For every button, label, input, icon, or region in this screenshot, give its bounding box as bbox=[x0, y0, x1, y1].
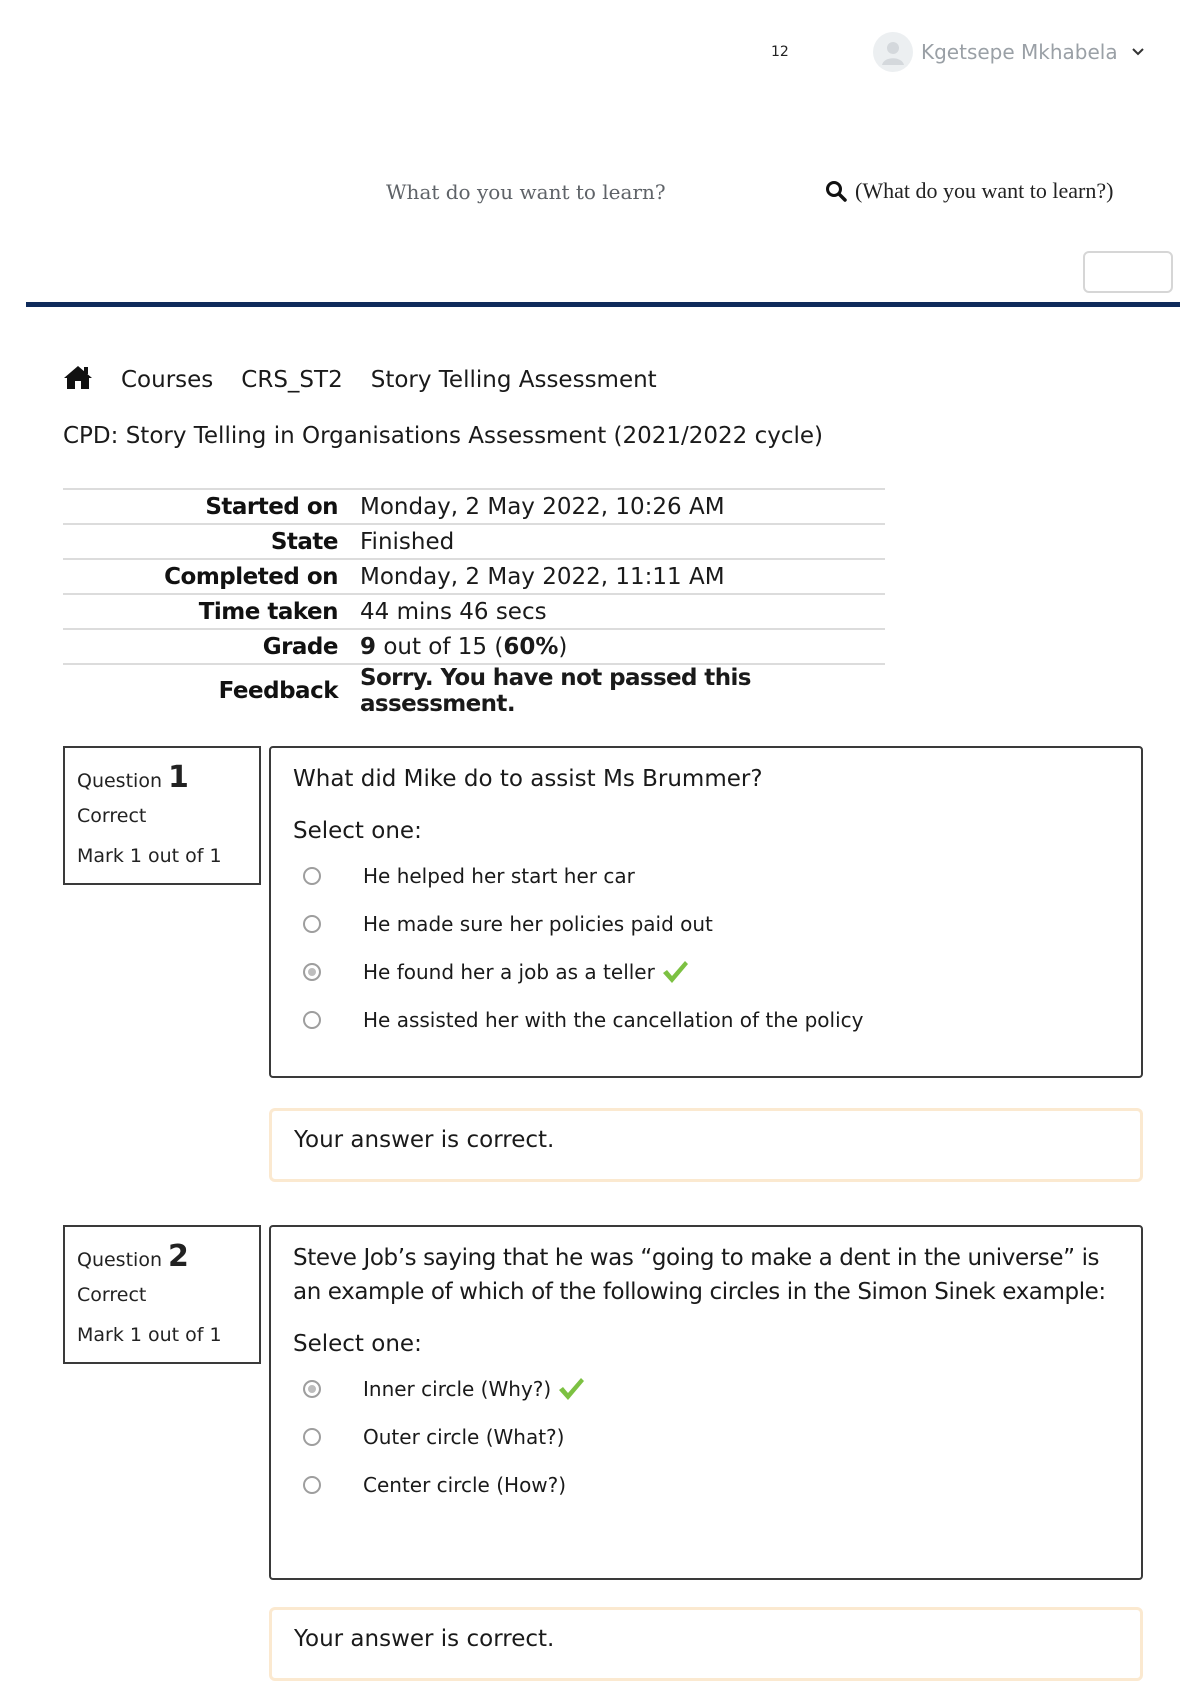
question-2-info bbox=[63, 1225, 261, 1364]
select-one-prompt: Select one: bbox=[293, 1331, 422, 1357]
summary-value: Sorry. You have not passed this assessment. bbox=[360, 665, 751, 717]
summary-label: Started on bbox=[205, 493, 338, 520]
question-number: Question 1 bbox=[77, 760, 189, 795]
question-2-content bbox=[269, 1225, 1143, 1580]
summary-value bbox=[350, 629, 885, 664]
header-divider bbox=[26, 302, 1180, 307]
question-mark: Mark 1 out of 1 bbox=[77, 1324, 222, 1346]
summary-label: Completed on bbox=[164, 563, 338, 590]
question-text: What did Mike do to assist Ms Brummer? bbox=[293, 766, 763, 792]
correct-check-icon bbox=[557, 1376, 585, 1402]
summary-value: Monday, 2 May 2022, 11:11 AM bbox=[360, 563, 725, 590]
grade-end: ) bbox=[558, 633, 568, 660]
summary-row-grade bbox=[63, 629, 885, 664]
user-name: Kgetsepe Mkhabela bbox=[921, 40, 1118, 64]
breadcrumb-assessment[interactable]: Story Telling Assessment bbox=[370, 367, 657, 393]
answer-option[interactable] bbox=[293, 1413, 1121, 1461]
answer-option[interactable] bbox=[293, 1461, 1121, 1509]
option-label: Center circle (How?) bbox=[363, 1473, 567, 1497]
radio-button[interactable] bbox=[303, 867, 321, 885]
correct-check-icon bbox=[661, 959, 689, 985]
answer-option[interactable] bbox=[293, 852, 1121, 900]
radio-button[interactable] bbox=[303, 1476, 321, 1494]
summary-row-feedback bbox=[63, 664, 885, 717]
summary-label: Time taken bbox=[198, 598, 338, 625]
question-text: Steve Job’s saying that he was “going to make a dent in the universe” is an example of which of the following circles in the Simon Sinek example: bbox=[293, 1245, 1106, 1305]
breadcrumb-course[interactable]: CRS_ST2 bbox=[241, 367, 343, 393]
option-label: He found her a job as a teller bbox=[363, 960, 655, 984]
option-label: Outer circle (What?) bbox=[363, 1425, 565, 1449]
search-input[interactable]: What do you want to learn? bbox=[386, 180, 666, 204]
page-title: CPD: Story Telling in Organisations Assessment (2021/2022 cycle) bbox=[63, 423, 824, 449]
question-mark: Mark 1 out of 1 bbox=[77, 845, 222, 867]
radio-button[interactable] bbox=[303, 1011, 321, 1029]
summary-row-time bbox=[63, 594, 885, 629]
question-number: Question 2 bbox=[77, 1239, 189, 1274]
grade-percent: 60% bbox=[503, 633, 559, 660]
question-2-feedback: Your answer is correct. bbox=[269, 1607, 1143, 1681]
summary-row-completed bbox=[63, 559, 885, 594]
question-1-info bbox=[63, 746, 261, 885]
summary-label: Feedback bbox=[218, 678, 338, 704]
option-label: Inner circle (Why?) bbox=[363, 1377, 552, 1401]
attempt-summary-table bbox=[63, 488, 885, 717]
select-one-prompt: Select one: bbox=[293, 818, 422, 844]
breadcrumb-courses[interactable]: Courses bbox=[121, 367, 214, 393]
option-label: He helped her start her car bbox=[363, 864, 635, 888]
answer-option[interactable] bbox=[293, 1365, 1121, 1413]
option-label: He assisted her with the cancellation of the policy bbox=[363, 1008, 864, 1032]
search-button[interactable] bbox=[825, 178, 1113, 204]
summary-value: Monday, 2 May 2022, 10:26 AM bbox=[360, 493, 725, 520]
question-status: Correct bbox=[77, 805, 147, 827]
nav-toggle-button[interactable] bbox=[1083, 251, 1173, 293]
summary-label: Grade bbox=[262, 633, 338, 660]
user-menu[interactable] bbox=[873, 32, 1144, 72]
radio-button-selected[interactable] bbox=[303, 1380, 321, 1398]
grade-score: 9 bbox=[360, 633, 377, 660]
notification-count[interactable]: 12 bbox=[771, 44, 789, 60]
answer-option[interactable] bbox=[293, 948, 1121, 996]
breadcrumb bbox=[63, 364, 657, 396]
question-status: Correct bbox=[77, 1284, 147, 1306]
radio-button[interactable] bbox=[303, 915, 321, 933]
search-icon bbox=[825, 180, 847, 202]
summary-value: 44 mins 46 secs bbox=[360, 598, 547, 625]
user-icon bbox=[878, 37, 908, 67]
question-1-feedback: Your answer is correct. bbox=[269, 1108, 1143, 1182]
grade-middle: out of 15 ( bbox=[376, 633, 504, 660]
search-button-label: (What do you want to learn?) bbox=[855, 178, 1114, 203]
summary-label: State bbox=[270, 528, 338, 555]
answer-option[interactable] bbox=[293, 996, 1121, 1044]
home-icon[interactable] bbox=[63, 364, 93, 396]
avatar bbox=[873, 32, 913, 72]
question-1-content bbox=[269, 746, 1143, 1078]
answer-option[interactable] bbox=[293, 900, 1121, 948]
radio-button[interactable] bbox=[303, 1428, 321, 1446]
summary-row-started bbox=[63, 489, 885, 524]
summary-value: Finished bbox=[360, 528, 455, 555]
option-label: He made sure her policies paid out bbox=[363, 912, 713, 936]
chevron-down-icon bbox=[1132, 44, 1144, 60]
summary-row-state bbox=[63, 524, 885, 559]
radio-button-selected[interactable] bbox=[303, 963, 321, 981]
